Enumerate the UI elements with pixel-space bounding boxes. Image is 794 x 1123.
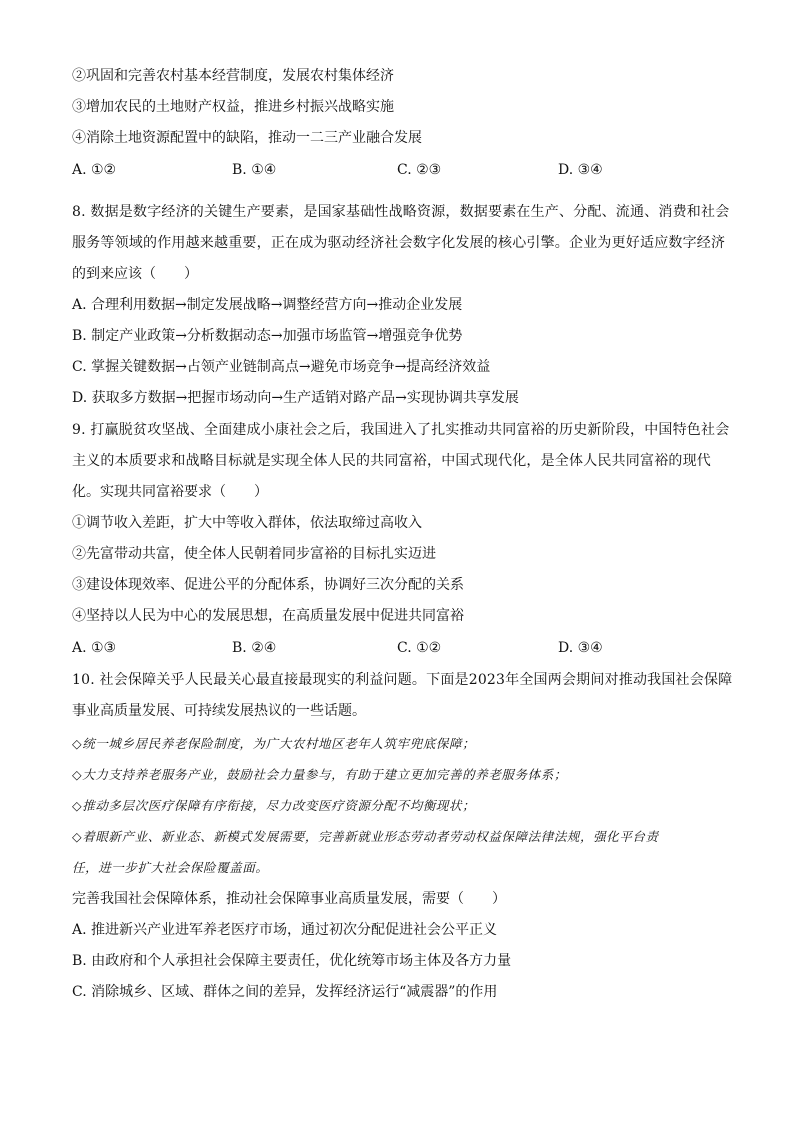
q9-choice-c: C. ①② [397, 640, 442, 656]
q7-option-4: ④消除土地资源配置中的缺陷，推动一二三产业融合发展 [72, 130, 422, 146]
q9-choice-d: D. ③④ [558, 640, 603, 656]
q10-bullet-3: ◇推动多层次医疗保障有序衔接，尽力改变医疗资源分配不均衡现状； [72, 798, 476, 813]
q8-stem-line-2: 服务等领域的作用越来越重要，正在成为驱动经济社会数字化发展的核心引擎。企业为更好适应数字经济 [72, 235, 726, 251]
q10-bullet-2: ◇大力支持养老服务产业，鼓励社会力量参与，有助于建立更加完善的养老服务体系； [72, 767, 567, 782]
q10-bullet-4-line-2: 任，进一步扩大社会保险覆盖面。 [72, 860, 269, 875]
q7-option-2: ②巩固和完善农村基本经营制度，发展农村集体经济 [72, 68, 394, 84]
q9-stem-line-3: 化。实现共同富裕要求（ ） [72, 484, 268, 500]
q9-option-1: ①调节收入差距，扩大中等收入群体，依法取缔过高收入 [72, 515, 422, 531]
q8-option-c: C. 掌握关键数据→占领产业链制高点→避免市场竞争→提高经济效益 [72, 359, 491, 375]
q10-option-c: C. 消除城乡、区域、群体之间的差异，发挥经济运行“减震器”的作用 [72, 984, 498, 1000]
q10-stem-line-1: 10. 社会保障关乎人民最关心最直接最现实的利益问题。下面是2023年全国两会期间对推动我国社会保障 [72, 672, 733, 688]
q9-stem-line-1: 9. 打赢脱贫攻坚战、全面建成小康社会之后，我国进入了扎实推动共同富裕的历史新阶段，中国特色社会 [72, 422, 730, 438]
q9-option-4: ④坚持以人民为中心的发展思想，在高质量发展中促进共同富裕 [72, 608, 464, 624]
q8-option-b: B. 制定产业政策→分析数据动态→加强市场监管→增强竞争优势 [72, 328, 463, 344]
q10-option-b: B. 由政府和个人承担社会保障主要责任，优化统筹市场主体及各方力量 [72, 953, 512, 969]
q7-choice-d: D. ③④ [558, 162, 603, 178]
q7-choice-a: A. ①② [72, 162, 117, 178]
q9-choice-b: B. ②④ [232, 640, 277, 656]
q10-option-a: A. 推进新兴产业进军养老医疗市场，通过初次分配促进社会公平正义 [72, 922, 498, 938]
q10-bullet-1: ◇统一城乡居民养老保险制度，为广大农村地区老年人筑牢兜底保障； [72, 736, 476, 751]
q8-option-d: D. 获取多方数据→把握市场动向→生产适销对路产品→实现协调共享发展 [72, 390, 519, 406]
q8-stem-line-3: 的到来应该（ ） [72, 266, 198, 282]
q8-option-a: A. 合理利用数据→制定发展战略→调整经营方向→推动企业发展 [72, 297, 463, 313]
q10-bullet-4-line-1: ◇着眼新产业、新业态、新模式发展需要，完善新就业形态劳动者劳动权益保障法律法规，强化平台责 [72, 829, 659, 844]
q10-question: 完善我国社会保障体系，推动社会保障事业高质量发展，需要（ ） [72, 891, 506, 907]
q9-option-3: ③建设体现效率、促进公平的分配体系，协调好三次分配的关系 [72, 577, 464, 593]
q7-choice-c: C. ②③ [397, 162, 442, 178]
q7-option-3: ③增加农民的土地财产权益，推进乡村振兴战略实施 [72, 99, 394, 115]
q9-stem-line-2: 主义的本质要求和战略目标就是实现全体人民的共同富裕，中国式现代化，是全体人民共同富裕的现代 [72, 453, 711, 469]
q7-choice-b: B. ①④ [232, 162, 277, 178]
q9-choice-a: A. ①③ [72, 640, 117, 656]
q9-option-2: ②先富带动共富，使全体人民朝着同步富裕的目标扎实迈进 [72, 546, 436, 562]
q8-stem-line-1: 8. 数据是数字经济的关键生产要素，是国家基础性战略资源，数据要素在生产、分配、流通、消费和社会 [72, 204, 730, 220]
q10-stem-line-2: 事业高质量发展、可持续发展热议的一些话题。 [72, 703, 366, 719]
